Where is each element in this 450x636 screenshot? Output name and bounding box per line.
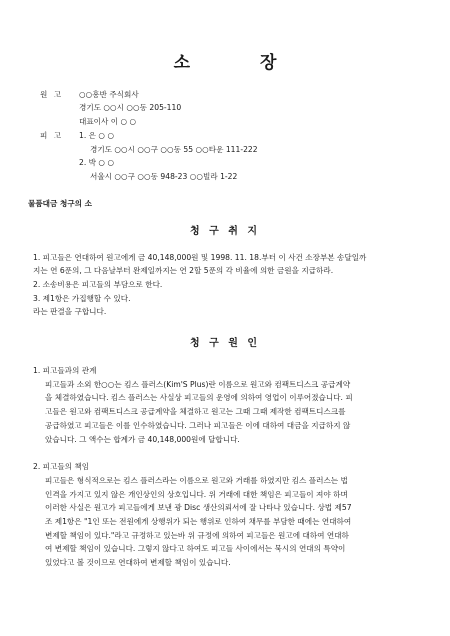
cause-line: 을 체결하였습니다. 킴스 플러스는 사실상 피고들의 운영에 의하여 영업이 이루어졌습니다. 피 xyxy=(45,393,353,402)
causes-heading: 청 구 원 인 xyxy=(189,338,261,349)
claim-line: 라는 판결을 구합니다. xyxy=(33,307,107,316)
claim-line: 3. 제1항은 가집행할 수 있다. xyxy=(33,294,131,303)
defendant-2-address: 서울시 ○○구 ○○동 948-23 ○○빌라 1-22 xyxy=(90,172,238,181)
cause-line: 피고들과 소외 한○○는 킴스 플러스(Kim'S Plus)란 이름으로 원고와 컴팩트디스크 공급계약 xyxy=(45,380,351,389)
document-title: 소 장 xyxy=(173,53,309,73)
claim-line: 2. 소송비용은 피고들의 부담으로 한다. xyxy=(33,280,163,289)
claim-line: 지는 연 6푼의, 그 다음날부터 완제일까지는 연 2할 5푼의 각 비율에 의한 금원을 지급하라. xyxy=(33,266,334,275)
plaintiff-address: 경기도 ○○시 ○○동 205-110 xyxy=(79,103,182,112)
cause-line: 인격을 가지고 있지 않은 개인상인의 상호입니다. 위 거래에 대한 책임은 피고들이 져야 하며 xyxy=(45,490,348,499)
plaintiff-representative: 대표이사 이 ○ ○ xyxy=(79,117,137,126)
cause-line: 았습니다. 그 액수는 합계가 금 40,148,000원에 달합니다. xyxy=(45,435,240,444)
cause-line: 피고들은 형식적으로는 킴스 플러스라는 이름으로 원고와 거래를 하였지만 킴스 플러스는 법 xyxy=(45,476,348,485)
cause-line: 있었다고 볼 것이므로 연대하여 변제할 책임이 있습니다. xyxy=(45,558,231,567)
plaintiff-role: 원 고 xyxy=(40,90,64,99)
plaintiff-name: ○○흥반 주식회사 xyxy=(79,90,139,99)
cause-line: 여 변제할 책임이 있습니다. 그렇지 않다고 하여도 피고들 사이에서는 묵시의 연대의 특약이 xyxy=(45,544,346,553)
claim-line: 1. 피고들은 연대하여 원고에게 금 40,148,000원 및 1998. 11. 18.부터 이 사건 소장부본 송달일까 xyxy=(33,253,367,262)
section-2-title: 2. 피고들의 책임 xyxy=(33,462,90,471)
cause-line: 공급하였고 피고들은 이를 인수하였습니다. 그러나 피고들은 이에 대하여 대금을 지급하지 않 xyxy=(45,421,351,430)
cause-line: 이러한 사실은 원고가 피고들에게 보낸 광 Disc 생산의뢰서에 잘 나타나 있습니다. 상법 제57 xyxy=(45,503,352,512)
cause-line: 조 제1항은 "1인 또는 전원에게 상행위가 되는 행위로 인하여 채무를 부담한 때에는 연대하여 xyxy=(45,517,352,526)
defendant-1-address: 경기도 ○○시 ○○구 ○○동 55 ○○타운 111-222 xyxy=(90,145,258,154)
claims-heading: 청 구 취 지 xyxy=(189,226,261,237)
section-1-title: 1. 피고들과의 관계 xyxy=(33,366,97,375)
cause-line: 변제할 책임이 있다."라고 규정하고 있는바 위 규정에 의하여 피고들은 원고에 대하여 연대하 xyxy=(45,531,349,540)
cause-line: 고들은 원고와 컴팩트디스크 공급계약을 체결하고 원고는 그때 그때 제작한 컴팩트디스크를 xyxy=(45,407,346,416)
defendant-2-name: 2. 박 ○ ○ xyxy=(79,158,115,167)
defendant-1-name: 1. 은 ○ ○ xyxy=(79,131,115,140)
case-name: 물품대금 청구의 소 xyxy=(28,199,92,208)
defendants-role: 피 고 xyxy=(40,131,64,140)
